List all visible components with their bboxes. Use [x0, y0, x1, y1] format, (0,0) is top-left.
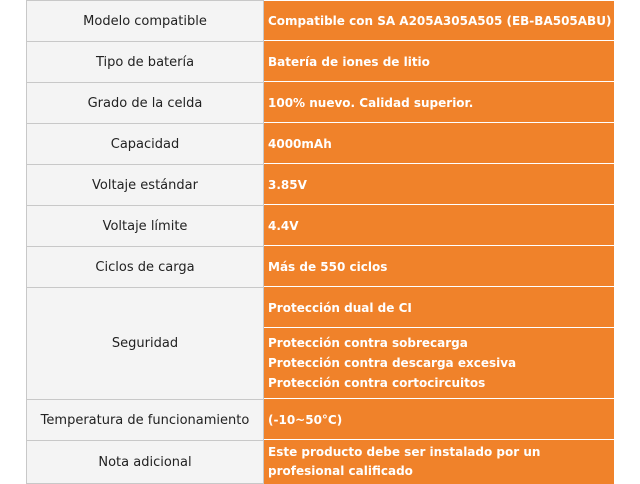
- value-capacidad: 4000mAh: [264, 124, 614, 164]
- value-tipo: Batería de iones de litio: [264, 42, 614, 82]
- row-seguridad: [27, 288, 615, 400]
- row-nota: [27, 441, 615, 484]
- label-tipo: Tipo de batería: [27, 42, 264, 83]
- value-grado: 100% nuevo. Calidad superior.: [264, 83, 614, 123]
- row-modelo: [27, 1, 615, 42]
- value-seguridad-sobrecarga: Protección contra sobrecarga: [268, 336, 468, 350]
- value-seguridad-cortocircuito: Protección contra cortocircuitos: [268, 376, 486, 390]
- value-voltaje-estandar: 3.85V: [264, 165, 614, 205]
- value-seguridad-dual: Protección dual de CI: [264, 288, 614, 328]
- row-capacidad: [27, 124, 615, 165]
- value-nota: Este producto debe ser instalado por un profesional calificado: [268, 445, 541, 478]
- label-nota: Nota adicional: [27, 441, 264, 484]
- value-seguridad-descarga: Protección contra descarga excesiva: [268, 356, 517, 370]
- row-temperatura: [27, 400, 615, 441]
- value-voltaje-limite: 4.4V: [264, 206, 614, 246]
- label-grado: Grado de la celda: [27, 83, 264, 124]
- label-temperatura: Temperatura de funcionamiento: [27, 400, 264, 441]
- spec-table: [26, 0, 614, 484]
- value-modelo: Compatible con SA A205A305A505 (EB-BA505ABU): [264, 1, 614, 41]
- label-ciclos: Ciclos de carga: [27, 247, 264, 288]
- row-voltaje-limite: [27, 206, 615, 247]
- label-capacidad: Capacidad: [27, 124, 264, 165]
- label-modelo: Modelo compatible: [27, 1, 264, 42]
- row-tipo: [27, 42, 615, 83]
- label-voltaje-limite: Voltaje límite: [27, 206, 264, 247]
- row-voltaje-estandar: [27, 165, 615, 206]
- value-temperatura: (-10~50°C): [264, 400, 614, 440]
- value-ciclos: Más de 550 ciclos: [264, 247, 614, 287]
- row-grado: [27, 83, 615, 124]
- label-seguridad: Seguridad: [27, 288, 264, 400]
- value-seguridad-list: [264, 328, 614, 399]
- label-voltaje-estandar: Voltaje estándar: [27, 165, 264, 206]
- row-ciclos: [27, 247, 615, 288]
